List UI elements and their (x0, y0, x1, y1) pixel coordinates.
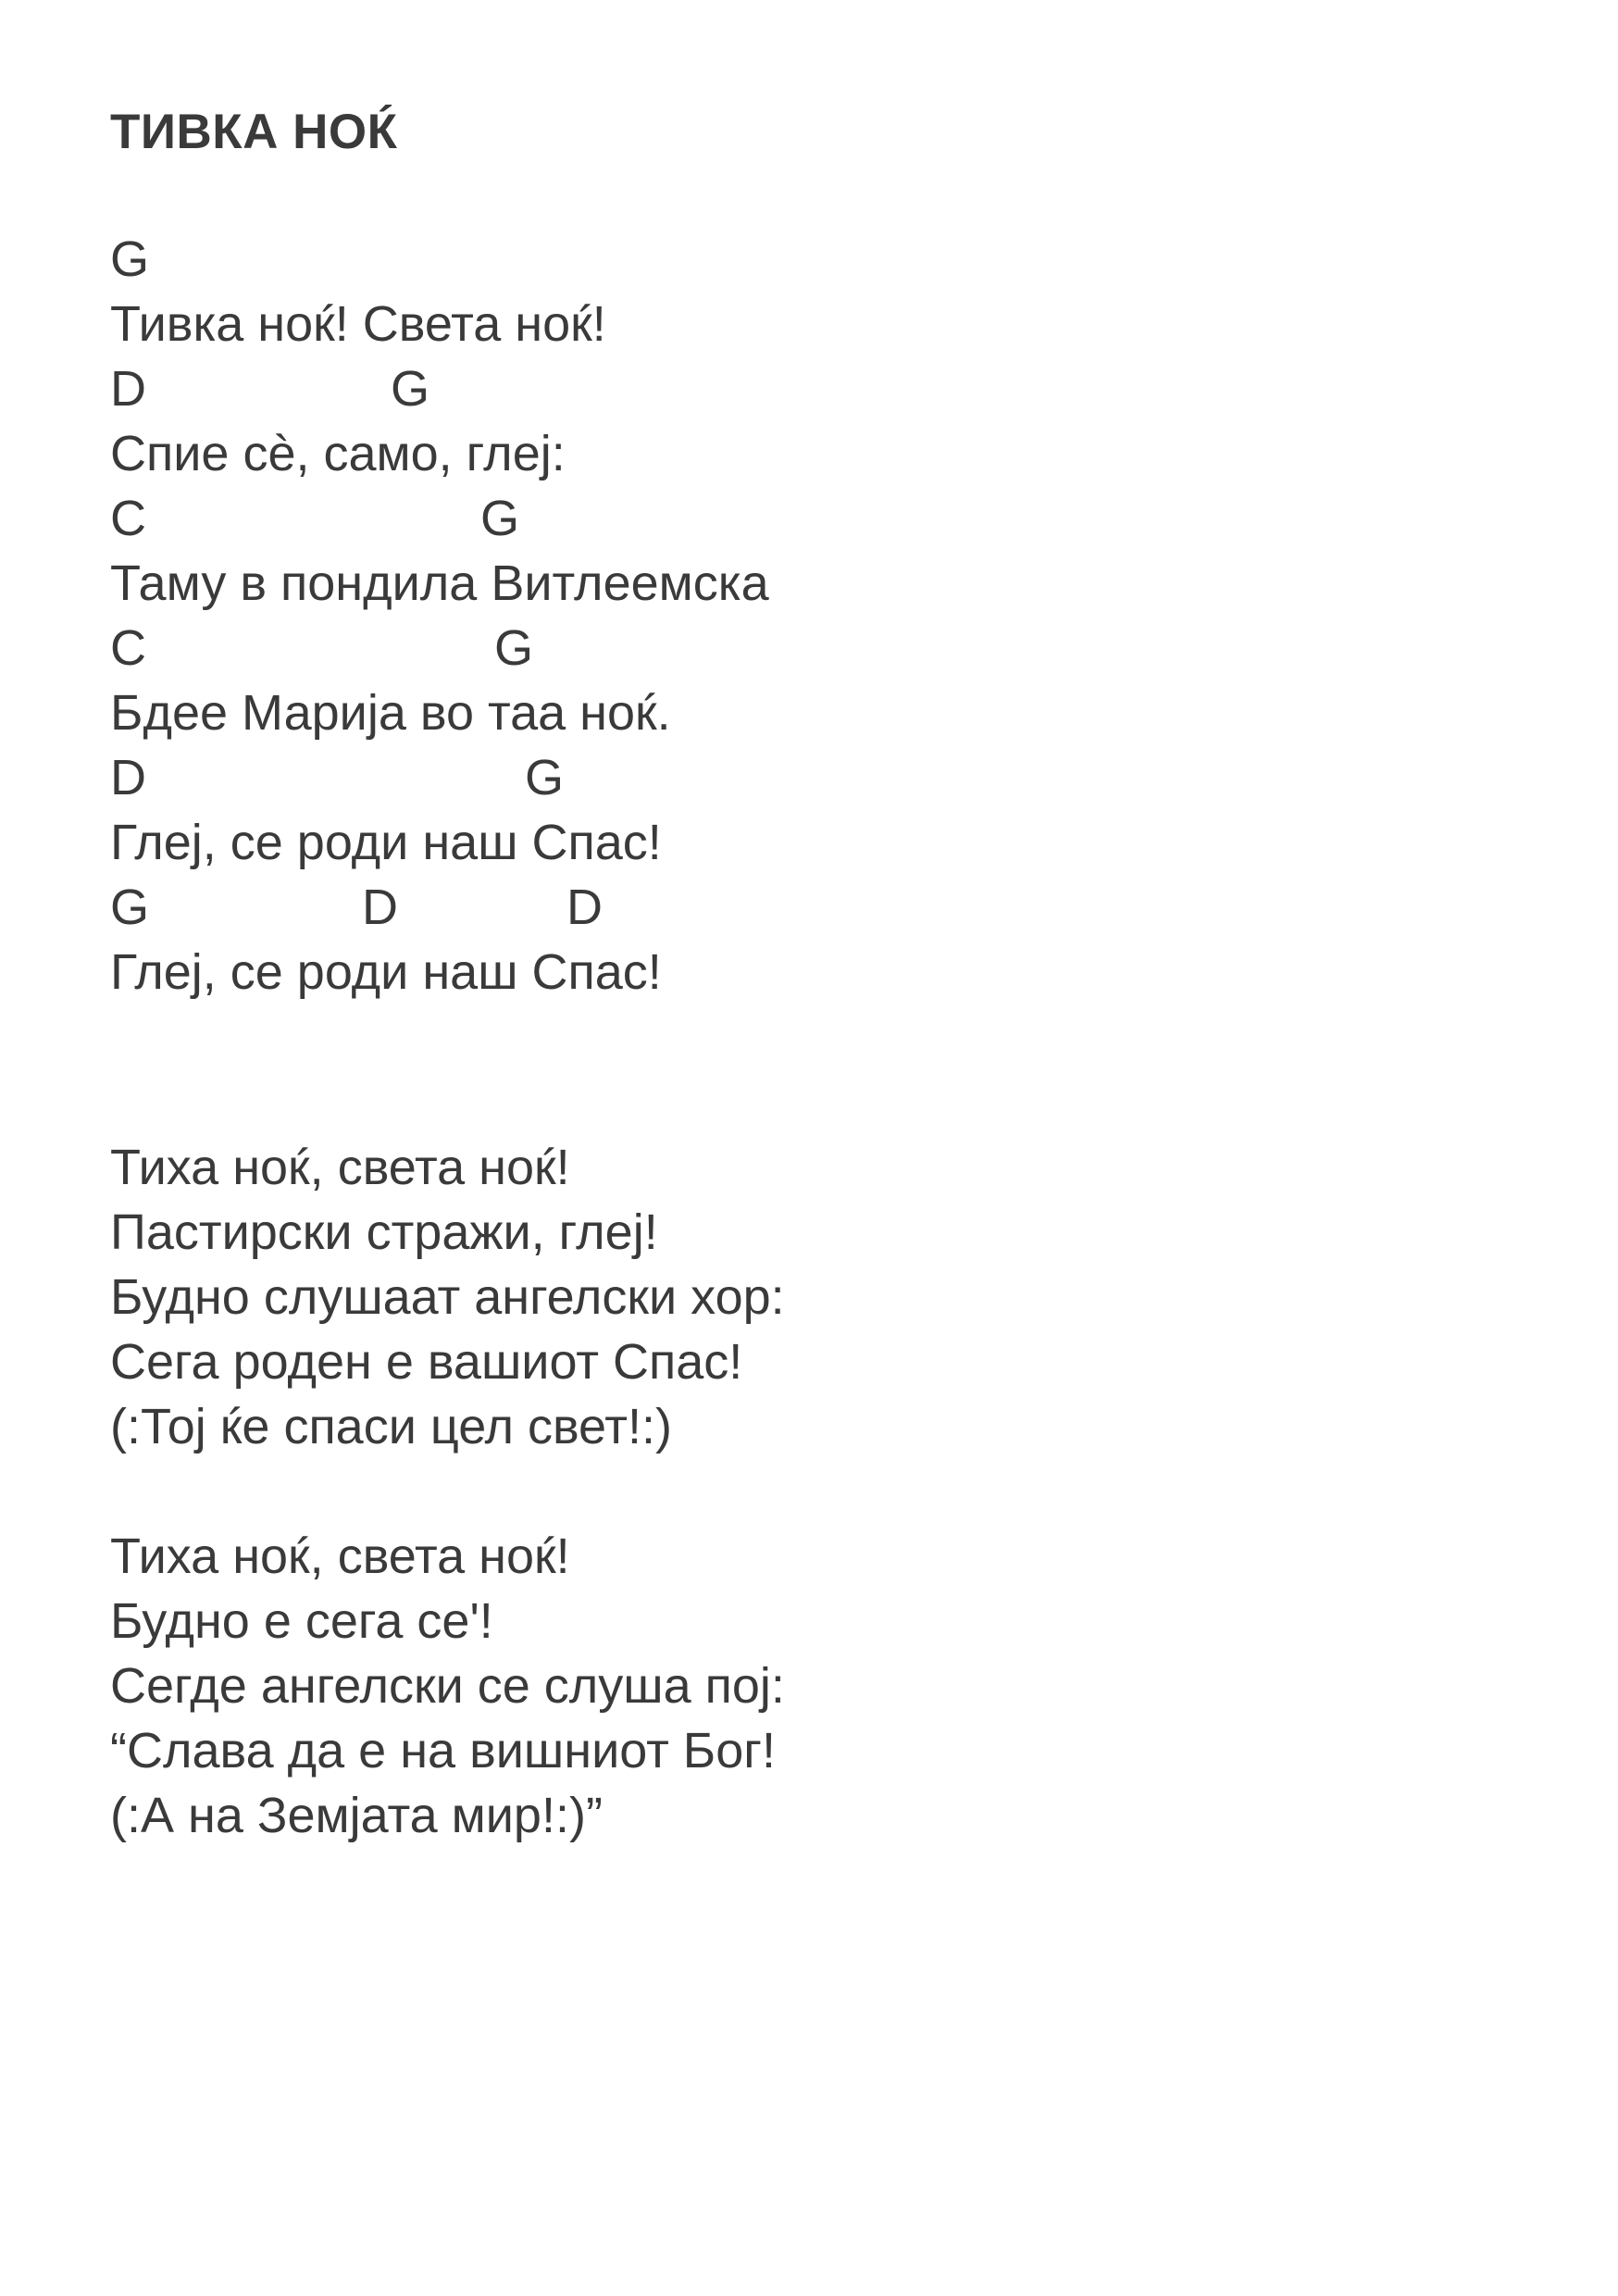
chord: G (494, 620, 534, 676)
chord: G (110, 231, 150, 287)
song-title: ТИВКА НОЌ (110, 105, 398, 159)
chord: D (566, 880, 603, 935)
lyric-line: Пастирски стражи, глеј! (110, 1204, 658, 1260)
chord: G (391, 361, 430, 417)
chord: D (110, 750, 146, 805)
lyric-line: Глеј, се роди наш Спас! (110, 815, 662, 870)
chord: G (110, 880, 150, 935)
lyric-line: Будно слушаат ангелски хор: (110, 1269, 785, 1325)
lyric-line: Сегде ангелски се слуша пој: (110, 1658, 785, 1714)
lyric-line: (:Тој ќе спаси цел свет!:) (110, 1399, 672, 1454)
lyric-line: Тивка ноќ! Света ноќ! (110, 296, 606, 352)
chord: C (110, 620, 146, 676)
chord: G (480, 491, 520, 546)
lyric-line: Спие сè, само, глеј: (110, 426, 566, 481)
lyric-line: Бдее Марија во таа ноќ. (110, 685, 671, 741)
lyric-line: Глеј, се роди наш Спас! (110, 944, 662, 1000)
chord: G (525, 750, 565, 805)
lyric-line: Тиха ноќ, света ноќ! (110, 1140, 570, 1195)
lyric-line: “Слава да е на вишниот Бог! (110, 1723, 776, 1778)
lyric-line: Тиха ноќ, света ноќ! (110, 1529, 570, 1584)
lyric-line: Таму в пондила Витлеемска (110, 555, 769, 611)
lyric-line: Сега роден е вашиот Спас! (110, 1334, 743, 1390)
lyric-line: (:А на Земјата мир!:)” (110, 1788, 603, 1843)
lyric-line: Будно е сега се'! (110, 1593, 493, 1649)
chord: C (110, 491, 146, 546)
chord: D (362, 880, 398, 935)
chord: D (110, 361, 146, 417)
